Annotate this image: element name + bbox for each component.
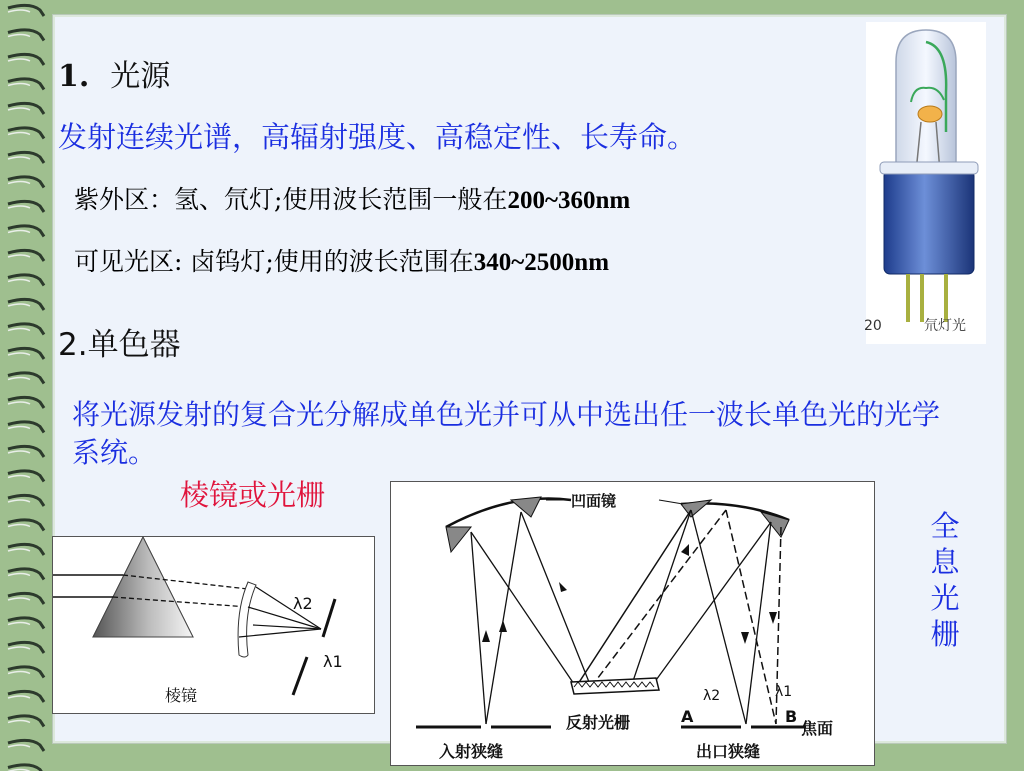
prism-diagram xyxy=(52,536,375,714)
entrance-slit-label: 入射狭缝 xyxy=(439,742,504,761)
prism-lambda1: λ1 xyxy=(323,652,343,671)
exit-lambda1: λ1 xyxy=(775,684,793,700)
lamp-caption-right: 氘灯光 xyxy=(924,318,966,334)
point-b-label: B xyxy=(785,707,798,726)
prism-label: 棱镜 xyxy=(165,686,198,705)
reflection-grating-label: 反射光栅 xyxy=(566,713,631,732)
section1-description: 发射连续光谱，高辐射强度、高稳定性、长寿命。 xyxy=(58,120,697,154)
exit-slit-label: 出口狭缝 xyxy=(696,742,761,761)
deuterium-lamp-image xyxy=(866,22,986,344)
section1-heading: 1. 光源 xyxy=(58,59,171,94)
focal-plane-label: 焦面 xyxy=(801,719,834,738)
concave-mirror-label: 凹面镜 xyxy=(571,492,617,510)
holographic-grating-label: 全息光栅 xyxy=(930,509,960,651)
point-a-label: A xyxy=(681,707,694,726)
visible-region-text: 可见光区: 卤钨灯;使用的波长范围在 xyxy=(74,247,474,276)
uv-region-text: 紫外区：氢、氘灯;使用波长范围一般在 xyxy=(74,185,508,214)
uv-region-line xyxy=(74,186,630,215)
visible-region-line xyxy=(74,248,609,277)
section2-description: 将光源发射的复合光分解成单色光并可从中选出任一波长单色光的光学系统。 xyxy=(72,398,941,469)
prism-lambda2: λ2 xyxy=(293,594,313,613)
prism-or-grating-label: 棱镜或光栅 xyxy=(180,478,326,512)
monochromator-diagram xyxy=(390,481,875,766)
spiral-binding xyxy=(0,0,48,768)
lamp-caption-left: 20 xyxy=(864,318,882,334)
visible-range: 340~2500nm xyxy=(473,249,610,276)
uv-range: 200~360nm xyxy=(507,187,631,214)
exit-lambda2: λ2 xyxy=(703,688,721,704)
section2-heading: 2.单色器 xyxy=(58,327,181,363)
section1-heading-text: 光源 xyxy=(110,59,171,94)
